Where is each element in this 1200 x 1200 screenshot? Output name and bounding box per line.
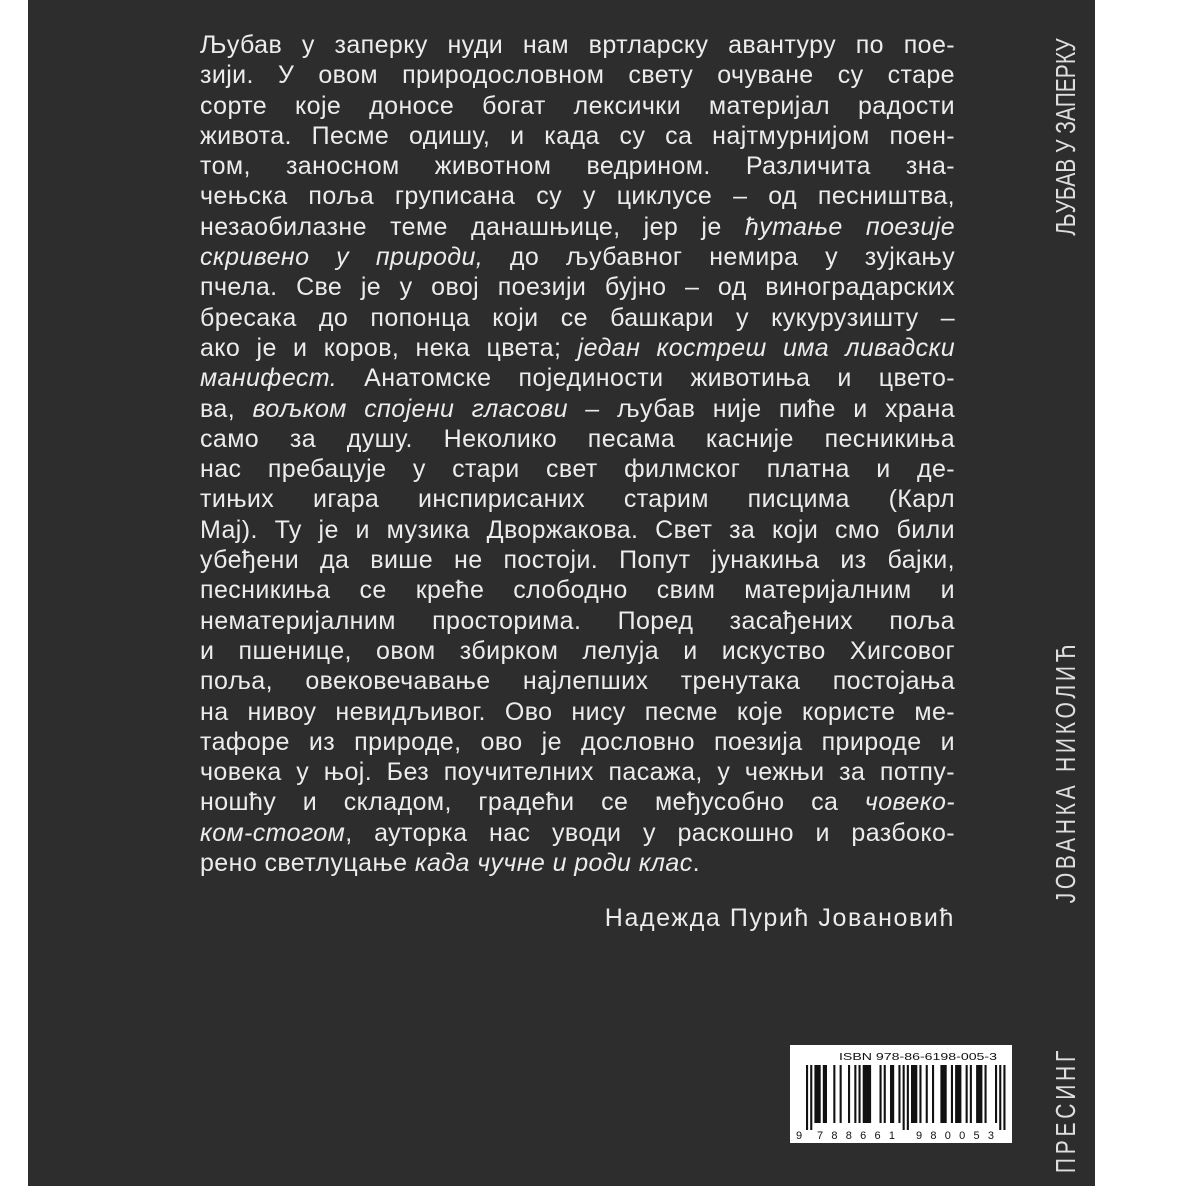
blurb-line xyxy=(200,727,955,757)
blurb-text: сорте које доносе богат лексички материјал радости xyxy=(200,91,955,120)
blurb-text: ношћу и складом, градећи се међусобно са xyxy=(200,788,865,817)
spine-publisher: ПРЕСИНГ xyxy=(1050,1046,1081,1174)
blurb-line xyxy=(200,272,955,302)
blurb-text: нематеријалним просторима. Поред засађених поља xyxy=(200,606,955,635)
blurb-italic-text: када чучне и роди клас xyxy=(414,849,693,878)
blurb-line xyxy=(200,303,955,333)
barcode-bar xyxy=(814,1065,820,1123)
blurb-line xyxy=(200,757,955,787)
blurb-text: до љубавног немира у зујкању xyxy=(483,243,955,272)
blurb-line xyxy=(200,363,955,393)
blurb-line xyxy=(200,121,955,151)
barcode-bar xyxy=(926,1065,928,1123)
blurb-text: ако је и коров, нека цвета; xyxy=(200,333,578,362)
spine-title: ЉУБАВ У ЗАПЕРКУ xyxy=(1050,38,1081,236)
blurb-text: том, заносном животном ведрином. Различита зна- xyxy=(200,152,955,181)
barcode-bar xyxy=(884,1065,886,1123)
blurb-text: незаобилазне теме данашњице, јер је xyxy=(200,212,745,241)
blurb-line xyxy=(200,818,955,848)
blurb-line xyxy=(200,545,955,575)
blurb-text: на нивоу невидљивог. Ово нису песме које користе ме- xyxy=(200,697,955,726)
barcode-bar xyxy=(848,1065,850,1123)
isbn-barcode-label xyxy=(790,1045,1012,1143)
barcode-first-digit: 9 xyxy=(795,1130,803,1142)
blurb-text: само за душу. Неколико песама касније песникиња xyxy=(200,424,955,453)
blurb-line xyxy=(200,787,955,817)
blurb-line xyxy=(200,575,955,605)
barcode-bar xyxy=(951,1065,953,1123)
blurb-line xyxy=(200,333,955,363)
barcode-right-digits: 980053 xyxy=(916,1130,994,1142)
barcode-bar xyxy=(907,1065,909,1130)
barcode-bar xyxy=(863,1065,871,1123)
barcode-bar xyxy=(911,1065,917,1123)
blurb-line xyxy=(200,697,955,727)
blurb-text: тињих игара инспирисаних старим писцима (Карл xyxy=(200,485,955,514)
blurb-line xyxy=(200,30,955,60)
blurb-text: поља, овековечавање најлепших тренутака постојања xyxy=(200,667,955,696)
blurb-line xyxy=(200,212,955,242)
blurb-line xyxy=(200,484,955,514)
barcode-bar xyxy=(890,1065,894,1123)
blurb-italic-text: човеко- xyxy=(864,788,955,817)
blurb-text: . xyxy=(692,849,700,878)
barcode-bar xyxy=(970,1065,972,1123)
barcode-bar xyxy=(995,1065,997,1123)
barcode-bar xyxy=(833,1065,835,1123)
blurb-text: рено светлуцање xyxy=(200,849,415,878)
blurb-line xyxy=(200,636,955,666)
barcode-bar xyxy=(1003,1065,1005,1130)
blurb-text: живота. Песме одишу, и када су са најтмурнијом поен- xyxy=(200,121,955,150)
blurb-line xyxy=(200,454,955,484)
blurb-text: , ауторка нас уводи у раскошно и разбоко- xyxy=(345,818,955,847)
blurb-text: Љубав у заперку нуди нам вртларску авантуру по пое- xyxy=(200,31,955,59)
blurb-signature: Надежда Пурић Јовановић xyxy=(604,904,955,932)
barcode-bar xyxy=(919,1065,921,1123)
blurb-text: Мај). Ту је и музика Дворжакова. Свет за који смо били xyxy=(200,515,955,544)
blurb-italic-text: ком-стогом xyxy=(200,818,346,847)
barcode-bar xyxy=(854,1065,856,1123)
barcode-bar xyxy=(823,1065,827,1123)
blurb-text: бресака до попонца који се башкари у кукурузишту – xyxy=(200,303,955,332)
blurb-italic-text: један костреш има ливадски xyxy=(577,333,955,362)
blurb-line xyxy=(200,848,955,878)
blurb-text: Анатомске појединости животиња и цвето- xyxy=(337,364,955,393)
blurb-text: тафоре из природе, ово је дословно поезија природе и xyxy=(200,727,955,756)
blurb xyxy=(200,30,955,878)
blurb-line xyxy=(200,91,955,121)
blurb-text: и пшенице, овом збирком лелуја и искуство Хигсовог xyxy=(200,636,955,665)
blurb-text: човека у њој. Без поучителних пасажа, у чежњи за потпу- xyxy=(200,758,955,787)
blurb-line xyxy=(200,515,955,545)
isbn-number: ISBN 978-86-6198-005-3 xyxy=(839,1051,998,1063)
blurb-text: нас пребацује у стари свет филмског платна и де- xyxy=(200,455,955,484)
blurb-text: чењска поља груписана су у циклусе – од песништва, xyxy=(200,182,955,211)
barcode-bar xyxy=(932,1065,934,1123)
barcode-bar xyxy=(966,1065,968,1123)
barcode-bar xyxy=(903,1065,905,1130)
spine-author: ЈОВАНКА НИКОЛИЋ xyxy=(1050,640,1081,904)
blurb-text: љубав није пиће и храна xyxy=(599,394,955,423)
blurb-line xyxy=(200,606,955,636)
blurb-line xyxy=(200,60,955,90)
barcode-bar xyxy=(880,1065,882,1123)
blurb-italic-text: скривено у природи, xyxy=(200,243,484,272)
barcode-bar xyxy=(840,1065,842,1123)
barcode-bar xyxy=(898,1065,900,1123)
blurb-line xyxy=(200,424,955,454)
blurb-text: зији. У овом природословном свету очуване су старе xyxy=(200,61,955,90)
blurb-italic-text: манифест. xyxy=(200,364,338,393)
barcode-bar xyxy=(806,1065,808,1130)
blurb-line xyxy=(200,181,955,211)
blurb-text: пчела. Све је у овој поезији бујно – од виноградарских xyxy=(200,273,955,302)
blurb-line xyxy=(200,151,955,181)
blurb-line xyxy=(200,394,955,424)
blurb-line xyxy=(200,666,955,696)
blurb-italic-text: ћутање поезије xyxy=(744,212,955,241)
blurb-text: ва, xyxy=(200,394,253,423)
barcode-bar xyxy=(976,1065,982,1123)
barcode-bar xyxy=(999,1065,1001,1130)
blurb-italic-text: вољком спојени гласови – xyxy=(252,394,600,423)
barcode-bar xyxy=(810,1065,812,1130)
blurb-text: песникиња се креће слободно свим материјалним и xyxy=(200,576,955,605)
blurb-line xyxy=(200,242,955,272)
barcode-left-digits: 788661 xyxy=(817,1130,895,1142)
barcode-bar xyxy=(859,1065,861,1123)
barcode-bar xyxy=(985,1065,987,1123)
barcode-bar xyxy=(955,1065,961,1123)
barcode-bar xyxy=(940,1065,946,1123)
blurb-text: убеђени да више не постоји. Попут јунакиња из бајки, xyxy=(200,546,955,575)
